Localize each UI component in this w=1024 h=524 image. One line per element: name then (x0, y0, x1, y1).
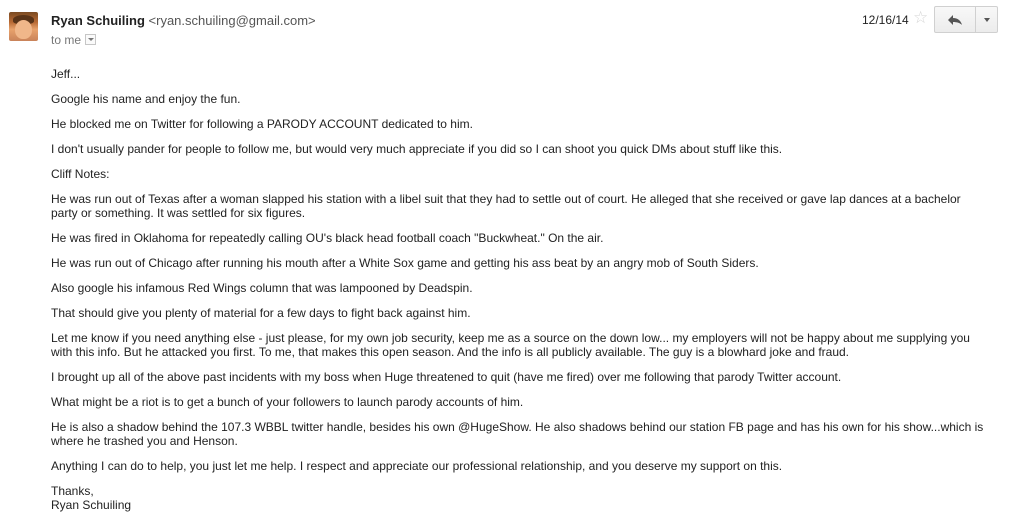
message-header (0, 0, 1024, 56)
body-paragraph: He was fired in Oklahoma for repeatedly calling OU's black head football coach "Buckwheat." On the air. (51, 231, 604, 245)
body-paragraph: Cliff Notes: (51, 167, 110, 181)
avatar-face (15, 20, 32, 39)
body-paragraph: He is also a shadow behind the 107.3 WBBL twitter handle, besides his own @HugeShow. He also shadows behind our station FB page and has his own for his show...which is where he trashed you and Henson. (51, 420, 984, 448)
body-paragraph: Also google his infamous Red Wings column that was lampooned by Deadspin. (51, 281, 473, 295)
sender-email: <ryan.schuiling@gmail.com> (148, 13, 316, 28)
reply-button-group (934, 6, 998, 33)
body-paragraph: He was run out of Chicago after running his mouth after a White Sox game and getting his ass beat by an angry mob of South Siders. (51, 256, 759, 270)
body-paragraph: Jeff... (51, 67, 81, 81)
body-paragraph: Let me know if you need anything else - just please, for my own job security, keep me as a source on the down low... my employers will not be happy about me supplying you with this info. But he attacked you first. To me, that makes this open season. And the info is all publicly available. The guy is a blowhard joke and fraud. (51, 331, 970, 359)
chevron-down-icon (984, 18, 990, 22)
signoff: Thanks, (51, 484, 94, 498)
body-paragraph: Anything I can do to help, you just let me help. I respect and appreciate our professional relationship, and you deserve my support on this. (51, 459, 783, 473)
reply-arrow-icon (947, 14, 963, 26)
star-icon[interactable]: ☆ (913, 8, 929, 27)
body-paragraph: Google his name and enjoy the fun. (51, 92, 241, 106)
more-options-button[interactable] (976, 6, 998, 33)
details-dropdown-icon[interactable] (85, 34, 96, 45)
body-paragraph: He was run out of Texas after a woman slapped his station with a libel suit that they had to settle out of court. He alleged that she received or gave lap dances at a bachelor party or something. It was settled for six figures. (51, 192, 961, 220)
body-paragraph: What might be a riot is to get a bunch of your followers to launch parody accounts of him. (51, 395, 524, 409)
signature: Ryan Schuiling (51, 498, 132, 512)
message-body (51, 67, 986, 512)
body-paragraph: He blocked me on Twitter for following a PARODY ACCOUNT dedicated to him. (51, 117, 473, 131)
sender-name[interactable]: Ryan Schuiling (51, 13, 145, 28)
body-paragraph: I brought up all of the above past incidents with my boss when Huge threatened to quit (have me fired) over me following that parody Twitter account. (51, 370, 842, 384)
body-paragraph: That should give you plenty of material for a few days to fight back against him. (51, 306, 471, 320)
sender-line (51, 13, 316, 28)
body-paragraph: I don't usually pander for people to follow me, but would very much appreciate if you did so I can shoot you quick DMs about stuff like this. (51, 142, 783, 156)
reply-button[interactable] (934, 6, 976, 33)
recipient-label: to me (51, 33, 82, 47)
message-date[interactable]: 12/16/14 (862, 13, 909, 27)
recipient-line (51, 33, 96, 47)
sender-avatar[interactable] (9, 12, 38, 41)
